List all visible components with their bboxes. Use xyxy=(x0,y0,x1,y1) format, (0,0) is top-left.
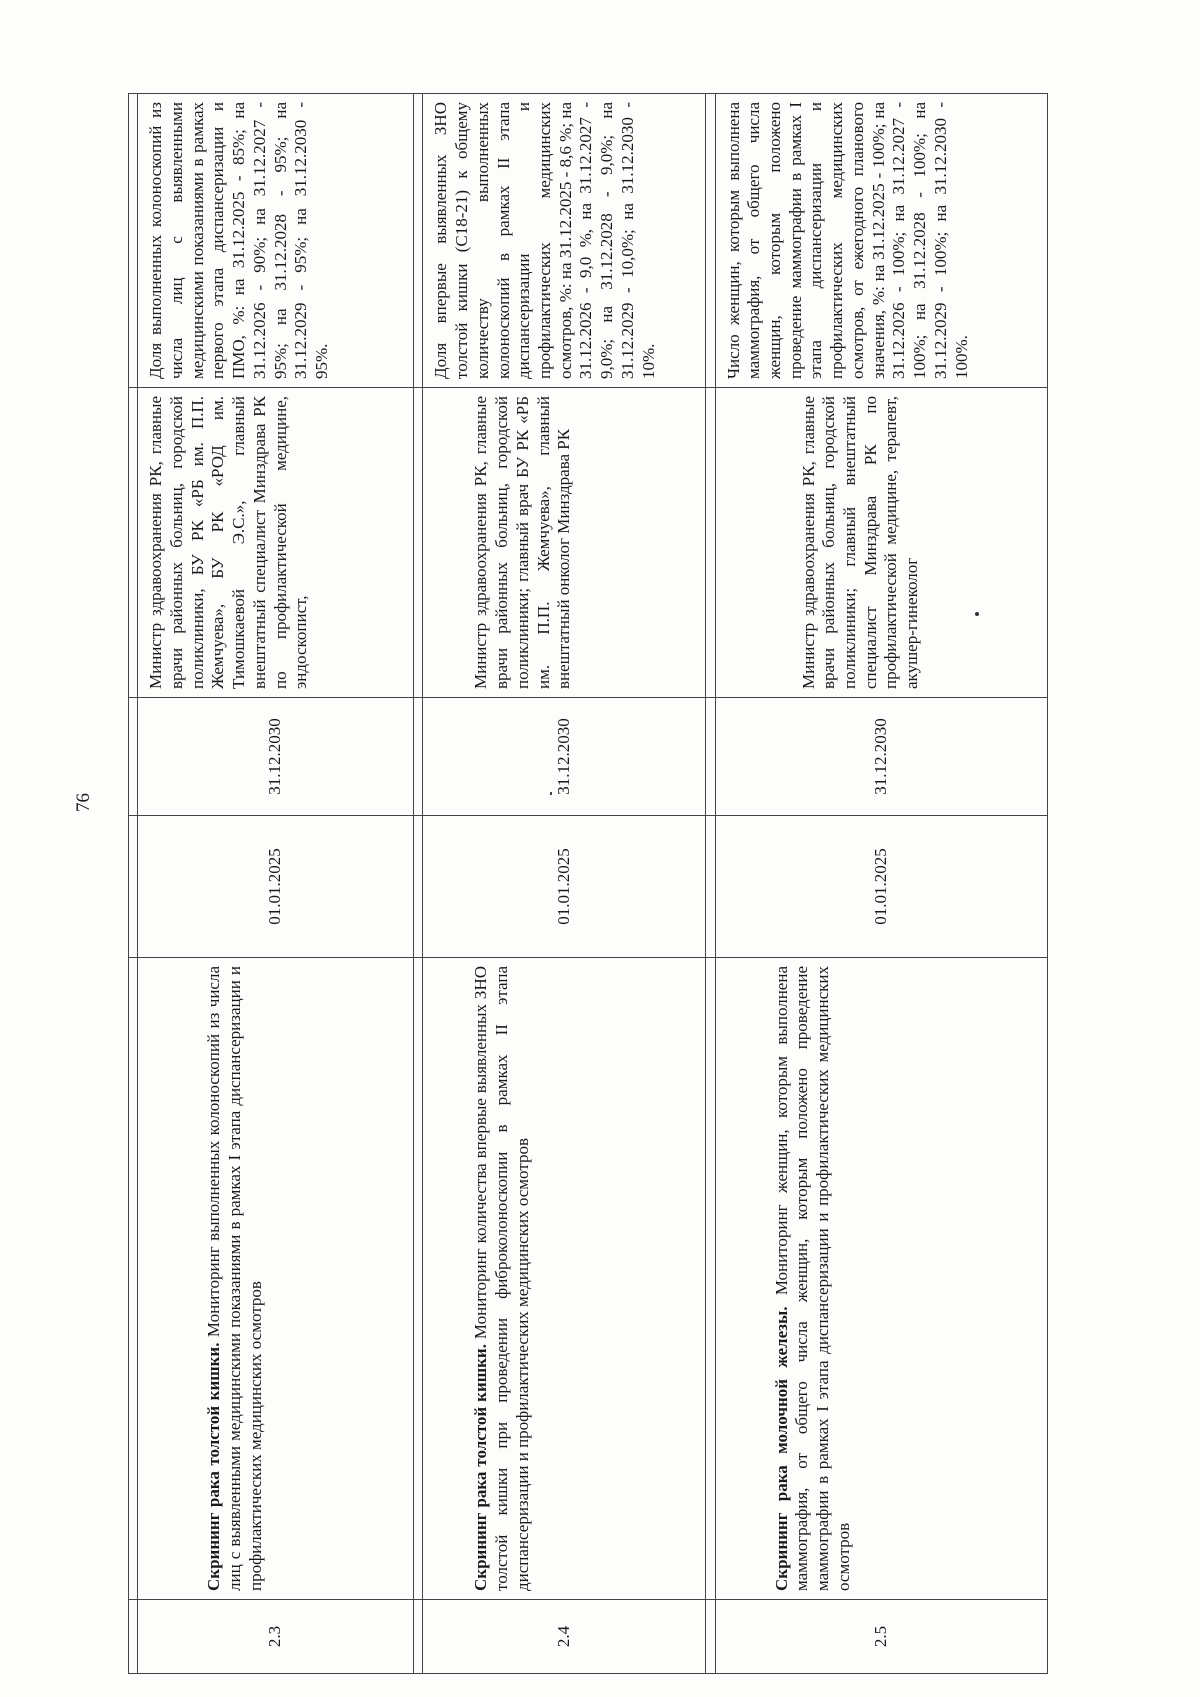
rotated-table-container xyxy=(128,94,1048,1674)
responsible-cell xyxy=(715,388,1047,698)
activity-cell xyxy=(138,958,414,1600)
responsible-cell xyxy=(423,388,706,698)
activity-title: Скрининг рака молочной железы. xyxy=(771,1306,791,1591)
activity-cell xyxy=(423,958,706,1600)
activity-cell xyxy=(715,958,1047,1600)
end-date: 31.12.2030 xyxy=(715,698,1047,816)
table-row xyxy=(138,94,414,1674)
end-date: 31.12.2030 xyxy=(138,698,414,816)
responsible-text: Министр здравоохранения РК, главные врачи районных больниц, городской поликлиники; главный врач БУ РК «РБ им. П.П. Жемчуева», главный внештатный онколог Минздрава РК xyxy=(471,396,574,689)
table-row-separator xyxy=(414,94,423,1674)
start-date: 01.01.2025 xyxy=(715,816,1047,958)
table-top-separator xyxy=(129,94,138,1674)
activity-description: Мониторинг женщин, которым выполнена маммография, от общего числа женщин, которым положено проведение маммографии в рамках I этапа диспансеризации и профилактических медицинских осмотров xyxy=(771,966,853,1591)
page-number: 76 xyxy=(73,793,94,812)
responsible-cell: Министр здравоохранения РК, главные врачи районных больниц, городской поликлиники, БУ РК «РБ им. П.П. Жемчуева», БУ РК «РОД им. Тимошкаевой Э.С.», главный внештатный специалист Минздрава РК по профилактической медицине, эндоскопист, xyxy=(138,388,414,698)
row-number: 2.3 xyxy=(138,1600,414,1674)
indicator-cell: Доля впервые выявленных ЗНО толстой кишки (С18-21) к общему количеству выполненных колоноскопий в рамках II этапа диспансеризации и профилактических медицинских осмотров, %: на 31.12.2025 - 8,6 %; на 31.12.2026 - 9,0 %, на 31.12.2027 - 9,0%; на 31.12.2028 - 9,0%; на 31.12.2029 - 10,0%; на 31.12.2030 - 10%. xyxy=(423,94,706,388)
responsible-text: Министр здравоохранения РК, главные врачи районных больниц, городской поликлиники; главный внештатный специалист Минздрава РК по профилактической медицине, терапевт, акушер-гинеколог xyxy=(798,396,922,689)
start-date: 01.01.2025 xyxy=(423,816,706,958)
table-row xyxy=(423,94,706,1674)
start-date: 01.01.2025 xyxy=(138,816,414,958)
indicator-cell: Число женщин, которым выполнена маммография, от общего числа женщин, которым положено проведение маммографии в рамках I этапа диспансеризации и профилактических медицинских осмотров, от ежегодного планового значения, %: на 31.12.2025 - 100%; на 31.12.2026 - 100%; на 31.12.2027 - 100%; на 31.12.2028 - 100%; на 31.12.2029 - 100%; на 31.12.2030 - 100%. xyxy=(715,94,1047,388)
row-number: 2.5 xyxy=(715,1600,1047,1674)
activity-title: Скрининг рака толстой кишки. xyxy=(471,1344,491,1591)
activity-description: Мониторинг количества впервые выявленных ЗНО толстой кишки при проведении фиброколоноскопии в рамках II этапа диспансеризации и профилактических медицинских осмотров xyxy=(471,965,532,1591)
table-row xyxy=(715,94,1047,1674)
table-row-separator xyxy=(706,94,715,1674)
activity-title: Скрининг рака толстой кишки. xyxy=(204,1342,224,1591)
activities-table xyxy=(128,93,1048,1674)
indicator-cell: Доля выполненных колоноскопий из числа лиц с выявленными медицинскими показаниями в рамках первого этапа диспансеризации и ПМО, %: на 31.12.2025 - 85%; на 31.12.2026 - 90%; на 31.12.2027 - 95%; на 31.12.2028 - 95%; на 31.12.2029 - 95%; на 31.12.2030 - 95%. xyxy=(138,94,414,388)
end-date: 31.12.2030 xyxy=(423,698,706,816)
row-number: 2.4 xyxy=(423,1600,706,1674)
activity-description: Мониторинг выполненных колоноскопий из числа лиц с выявленными медицинскими показаниями в рамках I этапа диспансеризации и профилактических медицинских осмотров xyxy=(204,966,265,1591)
